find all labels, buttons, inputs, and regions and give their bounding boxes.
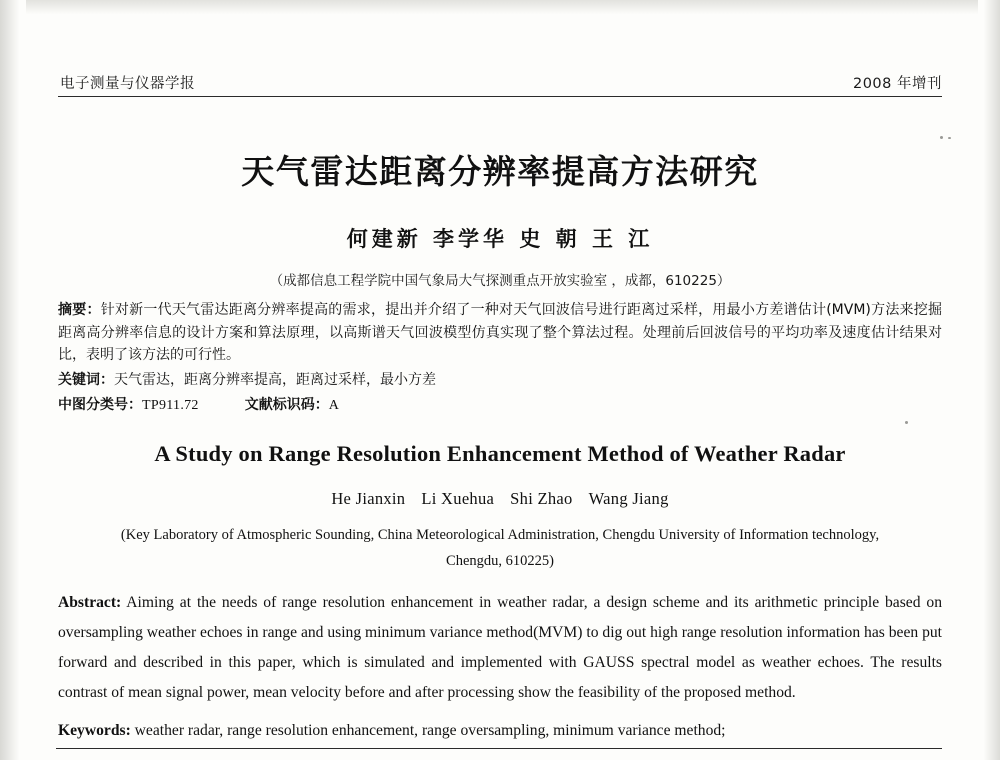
chinese-affiliation: （成都信息工程学院中国气象局大气探测重点开放实验室 ，成都，610225）	[269, 273, 731, 289]
english-keywords-label: Keywords:	[58, 721, 131, 739]
chinese-keywords	[58, 369, 942, 392]
english-keywords	[58, 722, 942, 740]
running-head	[58, 72, 942, 100]
chinese-abstract-block	[58, 299, 942, 417]
scan-edge-right	[978, 0, 1000, 760]
english-affiliation-line: Chengdu, 610225)	[446, 552, 554, 569]
english-author: Wang Jiang	[588, 489, 669, 509]
english-abstract-text: Aiming at the needs of range resolution enhancement in weather radar, a design scheme and its arithmetic principle based on oversampling weather echoes in range and using minimum variance method(MVM) to dig out high range resolution information has been put forward and described in this paper, which is simulated and implemented with GAUSS spectral model as weather echoes. The results contrast of mean signal power, mean velocity before and after processing show the feasibility of the proposed method.	[58, 594, 942, 701]
english-author: Li Xuehua	[421, 489, 495, 509]
scan-edge-left	[0, 0, 26, 760]
classification-line	[58, 394, 942, 418]
english-abstract-label: Abstract:	[58, 594, 122, 612]
english-author: Shi Zhao	[510, 489, 573, 509]
english-title: A Study on Range Resolution Enhancement Method of Weather Radar	[154, 441, 846, 467]
journal-name: 电子测量与仪器学报	[60, 76, 195, 92]
clc-label: 中图分类号：	[58, 396, 142, 413]
page-content	[58, 0, 942, 760]
english-affiliation-line: (Key Laboratory of Atmospheric Sounding, China Meteorological Administration, Chengdu University of Information technology,	[120, 527, 880, 544]
english-author: He Jianxin	[331, 489, 406, 509]
footer-rule	[56, 748, 942, 749]
chinese-keywords-label: 关键词：	[58, 372, 114, 389]
english-authors	[58, 489, 942, 509]
header-rule	[58, 96, 942, 97]
chinese-abstract-text: 针对新一代天气雷达距离分辨率提高的需求，提出并介绍了一种对天气回波信号进行距离过采样，用最小方差谱估计(MVM)方法来挖掘距离高分辨率信息的设计方案和算法原理，以高斯谱天气回波模型仿真实现了整个算法过程。处理前后回波信号的平均功率及速度估计结果对比，表明了该方法的可行性。	[58, 302, 943, 364]
english-keywords-text: weather radar, range resolution enhancement, range oversampling, minimum variance method;	[130, 721, 726, 739]
chinese-abstract-label: 摘要：	[58, 302, 101, 318]
clc-value: TP911.72	[142, 397, 199, 413]
document-code-label: 文献标识码：	[244, 396, 329, 413]
english-affiliation	[58, 523, 942, 574]
document-code-value: A	[328, 397, 340, 413]
chinese-title: 天气雷达距离分辨率提高方法研究	[241, 152, 759, 191]
chinese-keywords-text: 天气雷达，距离分辨率提高，距离过采样，最小方差	[114, 372, 436, 389]
scan-speck	[948, 137, 951, 139]
chinese-authors: 何建新 李学华 史 朝 王 江	[346, 227, 654, 251]
issue-label: 2008 年增刊	[852, 76, 942, 92]
chinese-abstract	[58, 299, 942, 367]
english-abstract	[58, 588, 942, 708]
